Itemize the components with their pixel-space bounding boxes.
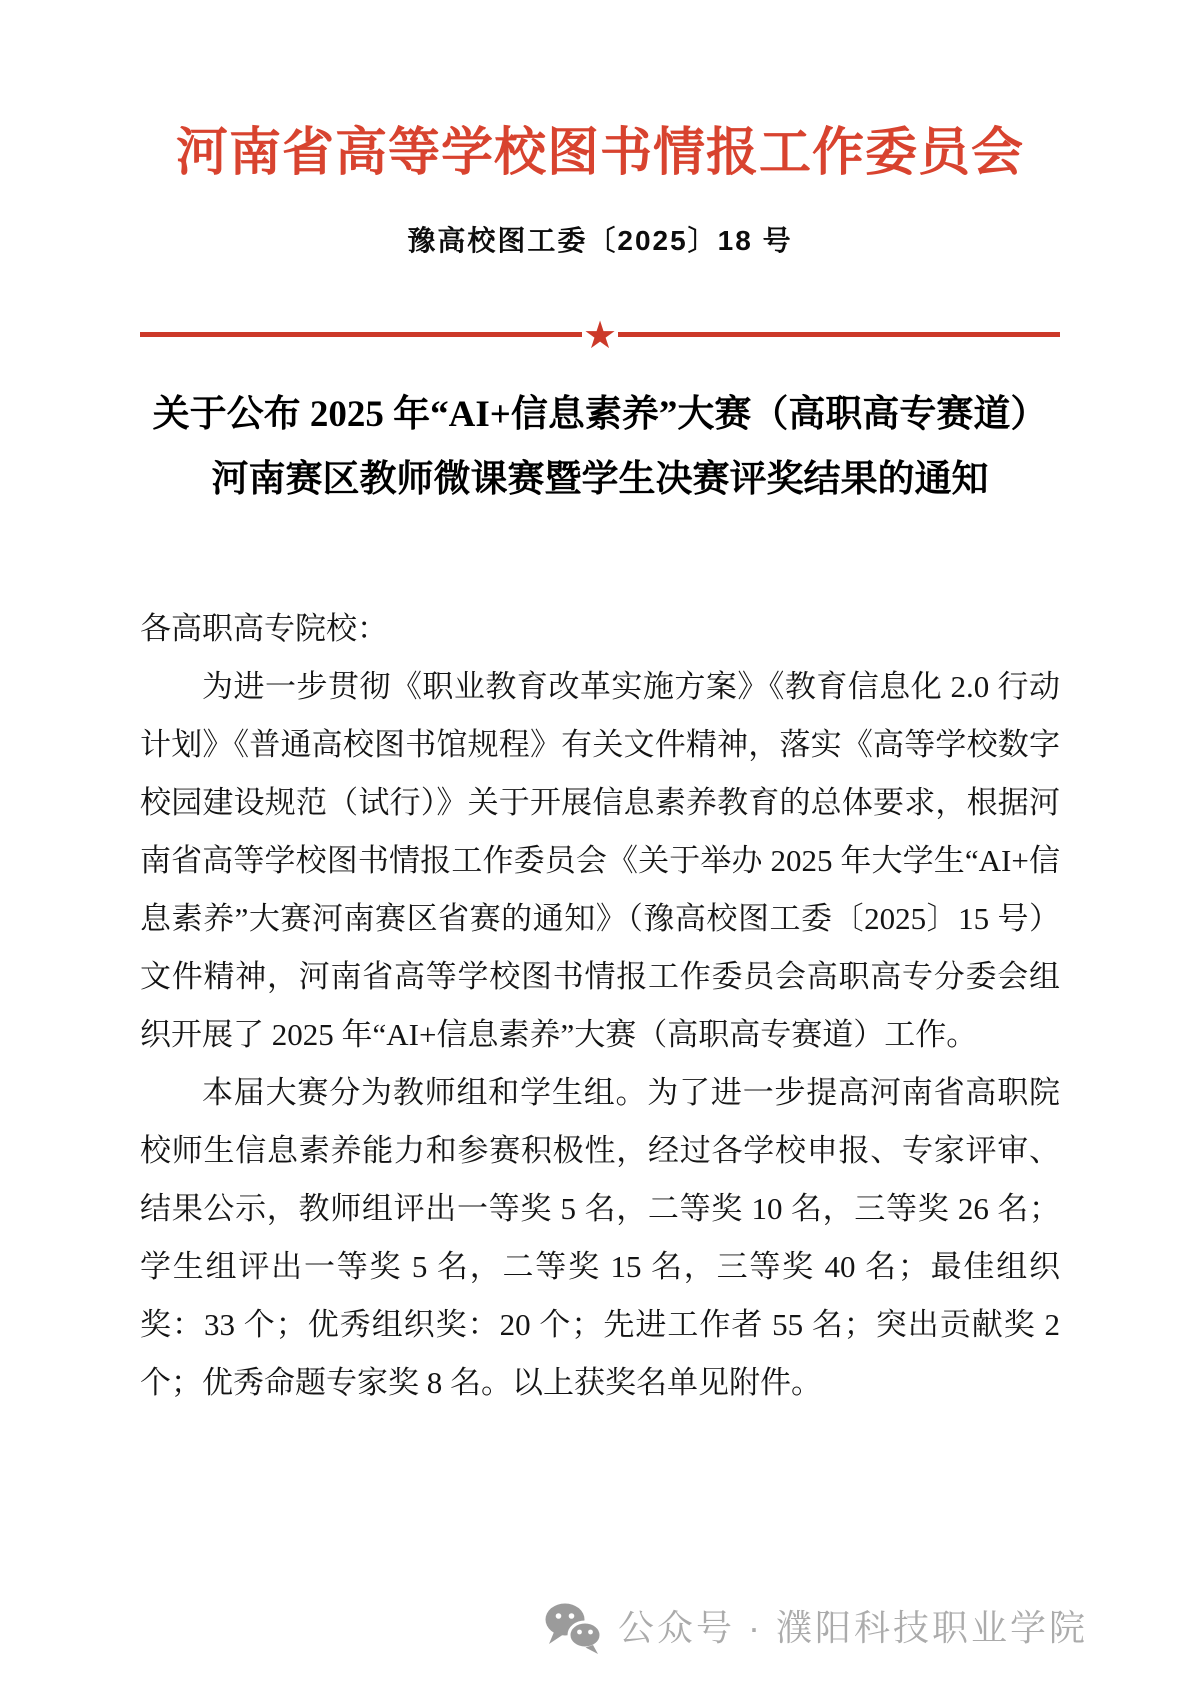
notice-title-line-1: 关于公布 2025 年“AI+信息素养”大赛（高职高专赛道） bbox=[152, 394, 1048, 436]
notice-body bbox=[140, 600, 1060, 1412]
watermark-label: 公众号 · 濮阳科技职业学院 bbox=[618, 1607, 1088, 1648]
organization-masthead: 河南省高等学校图书情报工作委员会 bbox=[175, 124, 1024, 182]
divider-line-right bbox=[618, 332, 1060, 337]
notice-title bbox=[0, 382, 1200, 512]
divider-line-left bbox=[140, 332, 582, 337]
red-divider bbox=[140, 314, 1060, 358]
salutation: 各高职高专院校： bbox=[140, 611, 388, 647]
star-icon: ★ bbox=[582, 315, 618, 358]
body-paragraph-1: 为进一步贯彻《职业教育改革实施方案》《教育信息化 2.0 行动计划》《普通高校图书馆规程》有关文件精神，落实《高等学校数字校园建设规范（试行）》关于开展信息素养教育的总体要求，根据河南省高等学校图书情报工作委员会《关于举办 2025 年大学生“AI+信息素养”大赛河南赛区省赛的通知》（豫高校图工委〔2025〕15 号）文件精神，河南省高等学校图书情报工作委员会高职高专分委会组织开展了 2025 年“AI+信息素养”大赛（高职高专赛道）工作。 bbox=[140, 669, 1060, 1053]
notice-title-line-2: 河南赛区教师微课赛暨学生决赛评奖结果的通知 bbox=[211, 459, 989, 501]
wechat-icon bbox=[542, 1602, 604, 1654]
document-number: 豫高校图工委〔2025〕18 号 bbox=[407, 225, 793, 257]
watermark-footer bbox=[542, 1600, 1088, 1656]
body-paragraph-2: 本届大赛分为教师组和学生组。为了进一步提高河南省高职院校师生信息素养能力和参赛积极性，经过各学校申报、专家评审、结果公示，教师组评出一等奖 5 名，二等奖 10 名，三等奖 26 名；学生组评出一等奖 5 名，二等奖 15 名，三等奖 40 名；最佳组织奖：33 个；优秀组织奖：20 个；先进工作者 55 名；突出贡献奖 2 个；优秀命题专家奖 8 名。以上获奖名单见附件。 bbox=[140, 1075, 1060, 1401]
